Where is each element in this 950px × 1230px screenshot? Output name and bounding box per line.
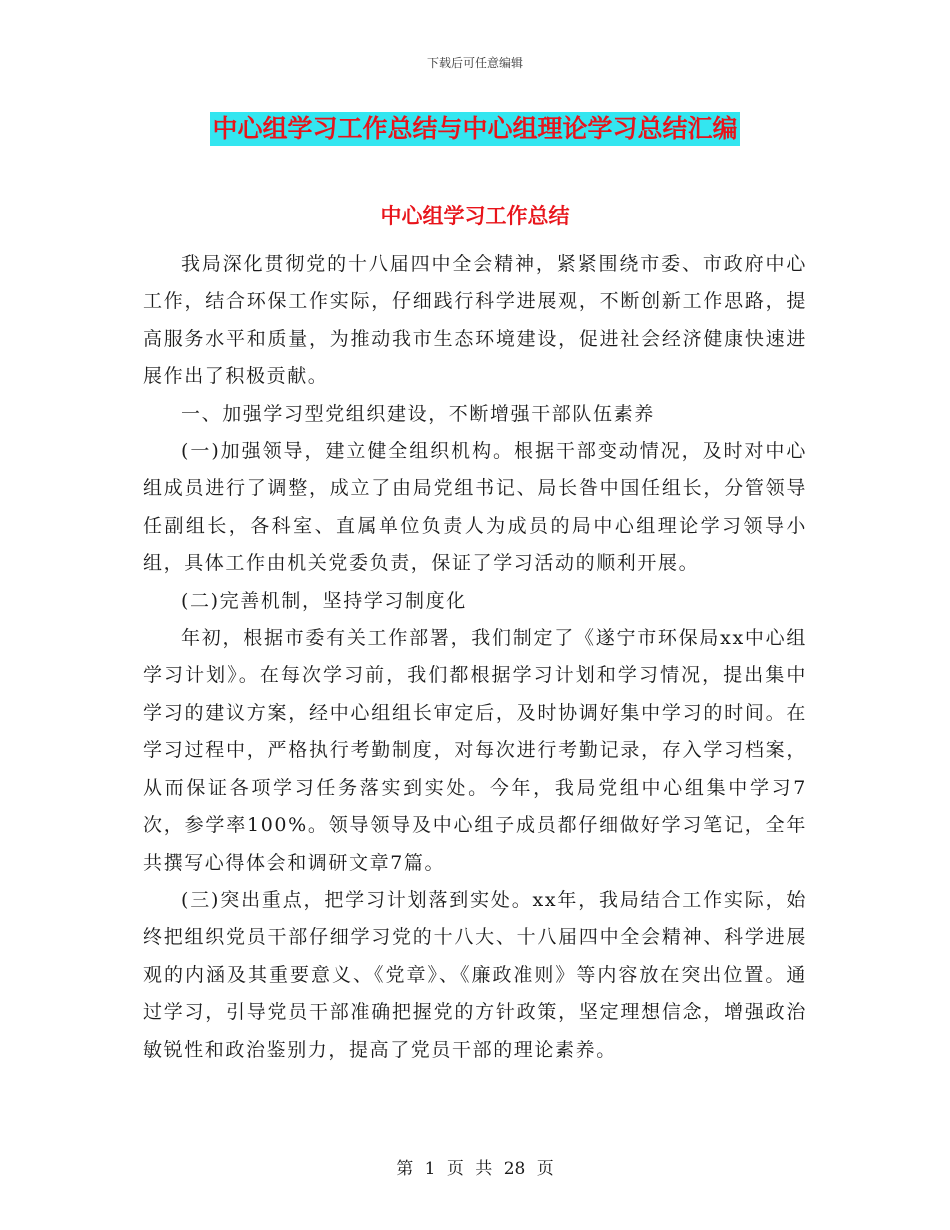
section-title: 中心组学习工作总结 xyxy=(380,204,570,228)
main-title: 中心组学习工作总结与中心组理论学习总结汇编 xyxy=(210,112,739,146)
page-footer: 第 1 页 共 28 页 xyxy=(396,1159,554,1179)
paragraph: (二)完善机制，坚持学习制度化 xyxy=(181,589,467,612)
document-body xyxy=(143,246,807,1069)
paragraph: 一、加强学习型党组织建设，不断增强干部队伍素养 xyxy=(181,402,655,425)
header-note: 下载后可任意编辑 xyxy=(426,56,523,70)
main-title-wrap xyxy=(0,112,950,146)
paragraph: 我局深化贯彻党的十八届四中全会精神，紧紧围绕市委、市政府中心工作，结合环保工作实际，仔细践行科学进展观，不断创新工作思路，提高服务水平和质量，为推动我市生态环境建设，促进社会经济健康快速进展作出了积极贡献。 xyxy=(143,253,807,388)
paragraph: (一)加强领导，建立健全组织机构。根据干部变动情况，及时对中心组成员进行了调整，成立了由局党组书记、局长昝中国任组长，分管领导任副组长，各科室、直属单位负责人为成员的局中心组理论学习领导小组，具体工作由机关党委负责，保证了学习活动的顺利开展。 xyxy=(143,440,807,575)
paragraph: (三)突出重点，把学习计划落到实处。xx年，我局结合工作实际，始终把组织党员干部仔细学习党的十八大、十八届四中全会精神、科学进展观的内涵及其重要意义、《党章》、《廉政准则》等内容放在突出位置。通过学习，引导党员干部准确把握党的方针政策，坚定理想信念，增强政治敏锐性和政治鉴别力，提高了党员干部的理论素养。 xyxy=(143,888,807,1061)
paragraph: 年初，根据市委有关工作部署，我们制定了《遂宁市环保局xx中心组学习计划》。在每次学习前，我们都根据学习计划和学习情况，提出集中学习的建议方案，经中心组组长审定后，及时协调好集中学习的时间。在学习过程中，严格执行考勤制度，对每次进行考勤记录，存入学习档案，从而保证各项学习任务落实到实处。今年，我局党组中心组集中学习7次，参学率100%。领导领导及中心组子成员都仔细做好学习笔记，全年共撰写心得体会和调研文章7篇。 xyxy=(143,627,807,874)
